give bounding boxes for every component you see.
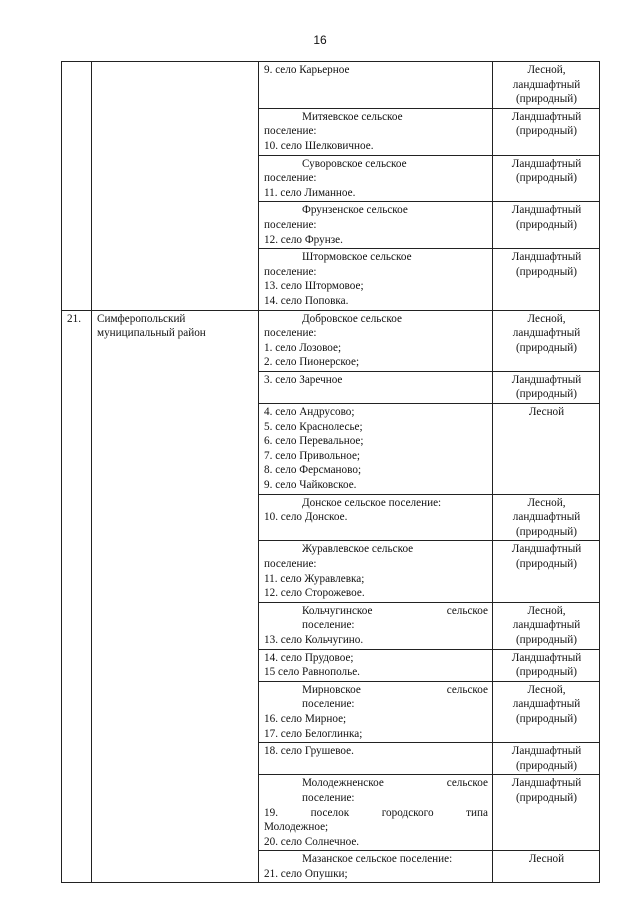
area-type-line: (природный) bbox=[515, 633, 578, 646]
area-type-cell bbox=[493, 649, 600, 681]
settlement-line: 12. село Сторожевое. bbox=[264, 587, 365, 600]
area-type-cell bbox=[493, 775, 600, 851]
area-type-line: (природный) bbox=[515, 712, 578, 725]
settlement-line: 16. село Мирное; bbox=[264, 712, 347, 725]
area-type-line: Ландшафтный bbox=[511, 204, 582, 217]
settlement-cell bbox=[259, 155, 493, 202]
heading-word: сельское bbox=[446, 683, 488, 696]
settlement-heading-cont: поселение: bbox=[302, 698, 355, 711]
line-word: типа bbox=[466, 806, 488, 819]
settlement-line: 2. село Пионерское; bbox=[264, 356, 360, 369]
settlement-cell bbox=[259, 202, 493, 249]
area-type-cell bbox=[493, 602, 600, 649]
area-type-line: (природный) bbox=[515, 666, 578, 679]
area-type-cell bbox=[493, 249, 600, 310]
settlement-heading: Митяевское сельское bbox=[302, 110, 403, 123]
line-word: городского bbox=[381, 806, 434, 819]
area-type-line: (природный) bbox=[515, 759, 578, 772]
settlement-heading: Журавлевское сельское bbox=[302, 543, 414, 556]
settlement-line: 8. село Ферсманово; bbox=[264, 464, 362, 477]
area-type-line: Лесной, bbox=[527, 683, 566, 696]
area-type-line: Ландшафтный bbox=[511, 110, 582, 123]
area-type-line: ландшафтный bbox=[512, 511, 581, 524]
settlement-cell bbox=[259, 775, 493, 851]
settlement-line: 4. село Андрусово; bbox=[264, 406, 355, 419]
area-type-line: (природный) bbox=[515, 558, 578, 570]
settlement-cell bbox=[259, 743, 493, 775]
settlement-line: 13. село Кольчугино. bbox=[264, 633, 364, 646]
settlement-heading bbox=[264, 604, 488, 619]
settlement-heading: Суворовское сельское bbox=[302, 157, 407, 170]
settlement-heading: Фрунзенское сельское bbox=[302, 204, 408, 217]
area-type-line: Лесной, bbox=[527, 604, 566, 617]
settlement-heading: Штормовское сельское bbox=[302, 251, 412, 264]
area-type-line: Ландшафтный bbox=[511, 157, 582, 170]
area-type-line: (природный) bbox=[515, 172, 578, 185]
settlement-line: 10. село Донское. bbox=[264, 511, 348, 524]
settlement-line: 18. село Грушевое. bbox=[264, 745, 354, 758]
settlement-line: поселение: bbox=[264, 218, 317, 231]
settlement-heading bbox=[264, 683, 488, 698]
settlement-line bbox=[264, 806, 488, 821]
area-type-line: (природный) bbox=[515, 525, 578, 538]
settlement-cell bbox=[259, 602, 493, 649]
settlement-cell bbox=[259, 494, 493, 541]
settlement-cell bbox=[259, 681, 493, 742]
table-row bbox=[62, 62, 600, 109]
settlement-cell bbox=[259, 310, 493, 371]
settlement-line: 20. село Солнечное. bbox=[264, 835, 360, 848]
area-type-cell bbox=[493, 371, 600, 403]
area-type-cell bbox=[493, 404, 600, 495]
area-type-cell bbox=[493, 310, 600, 371]
area-type-line: Лесной, bbox=[527, 496, 566, 509]
area-type-line: Лесной, bbox=[527, 312, 566, 325]
area-type-line: (природный) bbox=[515, 93, 578, 106]
area-type-line: Ландшафтный bbox=[511, 543, 582, 556]
area-type-cell bbox=[493, 494, 600, 541]
settlement-cell bbox=[259, 62, 493, 109]
settlement-line: 13. село Штормовое; bbox=[264, 280, 364, 293]
area-type-line: ландшафтный bbox=[512, 78, 581, 91]
item-number-cell bbox=[62, 62, 92, 311]
settlement-line: 12. село Фрунзе. bbox=[264, 233, 343, 246]
district-name-line: Симферопольский bbox=[97, 312, 186, 325]
area-type-line: ландшафтный bbox=[512, 698, 581, 711]
page-number: 16 bbox=[313, 33, 327, 47]
heading-word: Молодежненское bbox=[302, 777, 384, 790]
settlement-line: 9. село Чайковское. bbox=[264, 479, 357, 492]
area-type-cell bbox=[493, 62, 600, 109]
area-type-line: (природный) bbox=[515, 341, 578, 354]
settlement-line: 5. село Краснолесье; bbox=[264, 420, 363, 433]
area-type-cell bbox=[493, 202, 600, 249]
settlement-line: 11. село Лиманное. bbox=[264, 186, 356, 199]
settlement-line: 3. село Заречное bbox=[264, 373, 343, 386]
settlement-cell bbox=[259, 541, 493, 602]
settlement-line: 17. село Белоглинка; bbox=[264, 727, 363, 740]
settlement-line: поселение: bbox=[264, 558, 317, 570]
area-type-line: Ландшафтный bbox=[511, 651, 582, 664]
area-type-line: Лесной bbox=[528, 853, 565, 866]
settlement-line: 6. село Перевальное; bbox=[264, 435, 364, 448]
area-type-line: ландшафтный bbox=[512, 327, 581, 340]
district-name-cell bbox=[92, 62, 259, 311]
area-type-cell bbox=[493, 851, 600, 883]
area-type-line: (природный) bbox=[515, 791, 578, 804]
settlement-cell bbox=[259, 108, 493, 155]
heading-word: сельское bbox=[446, 604, 488, 617]
area-type-line: (природный) bbox=[515, 388, 578, 401]
settlement-line: 14. село Поповка. bbox=[264, 294, 349, 307]
settlement-cell bbox=[259, 649, 493, 681]
settlement-line: 15 село Равнополье. bbox=[264, 666, 360, 679]
settlement-line: поселение: bbox=[264, 265, 317, 278]
area-type-line: Ландшафтный bbox=[511, 777, 582, 790]
settlement-heading: Добровское сельское bbox=[302, 312, 402, 325]
area-type-line: (природный) bbox=[515, 125, 578, 138]
settlement-cell bbox=[259, 249, 493, 310]
area-type-line: Ландшафтный bbox=[511, 373, 582, 386]
settlement-line: 21. село Опушки; bbox=[264, 867, 348, 880]
area-type-line: (природный) bbox=[515, 218, 578, 231]
settlement-heading-cont: поселение: bbox=[302, 619, 355, 632]
settlement-line: 7. село Привольное; bbox=[264, 449, 361, 462]
area-type-cell bbox=[493, 541, 600, 602]
item-number-cell: 21. bbox=[62, 310, 92, 883]
area-type-line: Лесной bbox=[528, 406, 565, 419]
line-word: 19. bbox=[264, 806, 278, 819]
settlement-line: 11. село Журавлевка; bbox=[264, 572, 365, 585]
settlement-line: 1. село Лозовое; bbox=[264, 341, 342, 354]
area-type-cell bbox=[493, 108, 600, 155]
settlement-line: 10. село Шелковичное. bbox=[264, 139, 374, 152]
area-type-cell bbox=[493, 681, 600, 742]
district-name-line: муниципальный район bbox=[97, 327, 206, 340]
settlement-line: Молодежное; bbox=[264, 821, 329, 834]
settlement-cell bbox=[259, 851, 493, 883]
table-row bbox=[62, 310, 600, 371]
settlement-line: поселение: bbox=[264, 172, 317, 185]
heading-word: сельское bbox=[446, 777, 488, 790]
settlement-heading: Мазанское сельское поселение: bbox=[302, 853, 453, 866]
area-type-line: Ландшафтный bbox=[511, 745, 582, 758]
nature-areas-table bbox=[61, 61, 600, 883]
area-type-line: Ландшафтный bbox=[511, 251, 582, 264]
heading-word: Кольчугинское bbox=[302, 604, 373, 617]
area-type-cell bbox=[493, 155, 600, 202]
settlement-line: 9. село Карьерное bbox=[264, 64, 350, 76]
settlement-line: поселение: bbox=[264, 125, 317, 138]
district-name-cell bbox=[92, 310, 259, 883]
settlement-cell bbox=[259, 371, 493, 403]
settlement-heading bbox=[264, 776, 488, 791]
settlement-heading: Донское сельское поселение: bbox=[302, 496, 442, 509]
area-type-line: (природный) bbox=[515, 265, 578, 278]
settlement-line: 14. село Прудовое; bbox=[264, 651, 354, 664]
line-word: поселок bbox=[310, 806, 350, 819]
area-type-line: Лесной, bbox=[527, 64, 566, 76]
settlement-line: поселение: bbox=[264, 327, 317, 340]
area-type-cell bbox=[493, 743, 600, 775]
settlement-heading-cont: поселение: bbox=[302, 791, 355, 804]
area-type-line: ландшафтный bbox=[512, 619, 581, 632]
settlement-cell bbox=[259, 404, 493, 495]
heading-word: Мирновское bbox=[302, 683, 361, 696]
